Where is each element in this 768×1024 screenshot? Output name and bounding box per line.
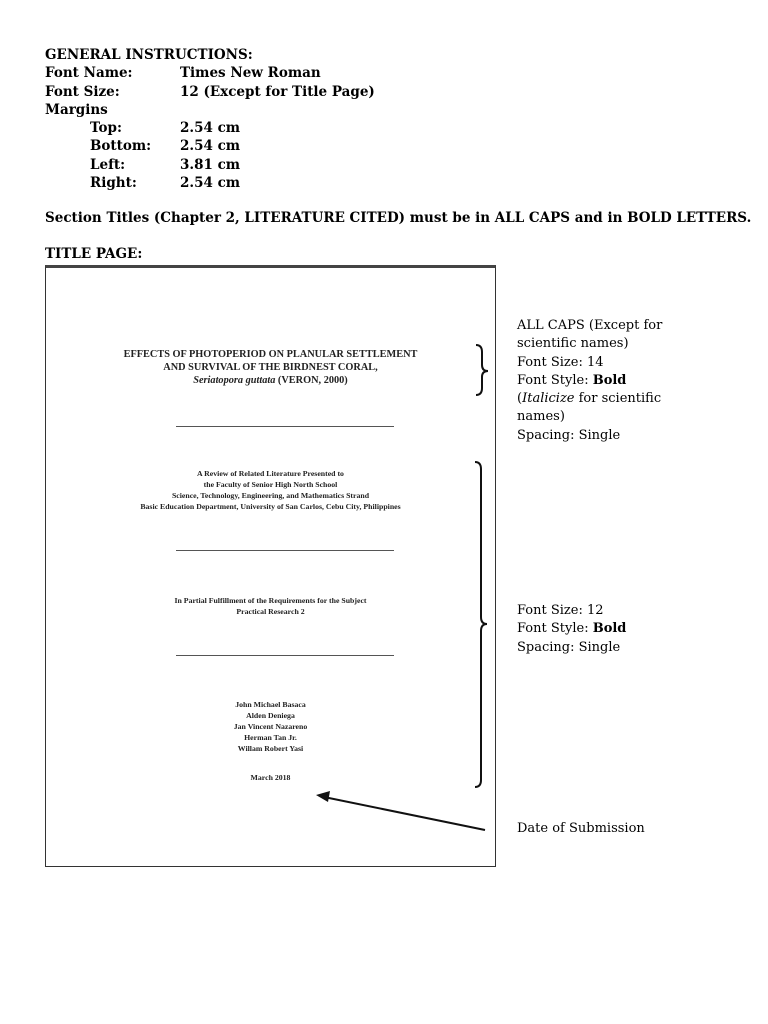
- font-style-value: Bold: [592, 621, 627, 637]
- author-name: Alden Deniega: [246, 711, 295, 720]
- margin-bottom-value: 2.54 cm: [180, 138, 241, 155]
- font-style-label: Font Style:: [517, 621, 593, 637]
- section-titles-note: Section Titles (Chapter 2, LITERATURE CITED) must be in ALL CAPS and in BOLD LETTERS.: [45, 210, 752, 226]
- margin-top-value: 2.54 cm: [180, 120, 241, 137]
- author-name: Jan Vincent Nazareno: [233, 722, 308, 731]
- date-arrow-line: [324, 797, 485, 830]
- font-size-value: 12 (Except for Title Page): [180, 83, 375, 100]
- presented-line1: A Review of Related Literature Presented to: [197, 469, 344, 478]
- margin-right-label: Right:: [90, 175, 137, 192]
- italicize-rest: for scientific: [574, 391, 662, 407]
- annotation-font-style: [517, 372, 662, 390]
- font-size-label: Font Size:: [45, 83, 120, 100]
- author-name: Herman Tan Jr.: [244, 733, 297, 742]
- margin-right-value: 2.54 cm: [180, 175, 241, 192]
- presented-line2: the Faculty of Senior High North School: [203, 480, 338, 489]
- font-name-value: Times New Roman: [180, 65, 321, 82]
- sample-title-line1: EFFECTS OF PHOTOPERIOD ON PLANULAR SETTLEMENT: [123, 349, 418, 360]
- requirements-line1: In Partial Fulfillment of the Requirements for the Subject: [174, 596, 367, 605]
- arrow-head-icon: [316, 791, 330, 802]
- annotation-font-style: [517, 620, 626, 638]
- annotation-font-size: Font Size: 12: [517, 603, 604, 618]
- sample-date: March 2018: [250, 773, 291, 782]
- sample-title-line2: AND SURVIVAL OF THE BIRDNEST CORAL,: [163, 362, 378, 373]
- margins-label: Margins: [45, 101, 108, 118]
- annotation-spacing: Spacing: Single: [517, 427, 621, 443]
- margin-bottom-label: Bottom:: [90, 138, 152, 155]
- annotation-all-caps: ALL CAPS (Except for: [517, 318, 663, 333]
- author-name: Willam Robert Yasi: [237, 744, 304, 753]
- requirements-line2: Practical Research 2: [236, 607, 305, 616]
- font-style-label: Font Style:: [517, 372, 593, 388]
- italicize-open: (: [517, 391, 523, 407]
- margin-left-label: Left:: [90, 156, 126, 173]
- annotation-names: names): [517, 409, 565, 425]
- body-brace: [475, 462, 487, 787]
- title-page-heading: TITLE PAGE:: [45, 246, 143, 262]
- presented-line3: Science, Technology, Engineering, and Mathematics Strand: [171, 491, 370, 500]
- annotation-font-size: Font Size: 14: [517, 354, 604, 370]
- sample-title-line3-rest: (VERON, 2000): [275, 375, 348, 386]
- margin-top-label: Top:: [90, 120, 122, 137]
- body-annotation: [517, 602, 626, 657]
- title-brace: [476, 345, 488, 395]
- margin-left-value: 3.81 cm: [180, 156, 241, 173]
- annotation-spacing: Spacing: Single: [517, 639, 621, 655]
- author-name: John Michael Basaca: [235, 700, 306, 709]
- font-name-label: Font Name:: [45, 65, 133, 82]
- date-annotation: Date of Submission: [517, 821, 645, 836]
- scientific-name: Seriatopora guttata: [193, 375, 276, 386]
- font-style-value: Bold: [592, 372, 627, 388]
- annotation-scientific-names: scientific names): [517, 336, 629, 352]
- annotation-italicize: [517, 390, 662, 408]
- instructions-heading: GENERAL INSTRUCTIONS:: [45, 47, 253, 63]
- title-annotation: [517, 317, 662, 445]
- presented-line4: Basic Education Department, University of San Carlos, Cebu City, Philippines: [140, 502, 401, 511]
- italicize-word: Italicize: [522, 391, 575, 407]
